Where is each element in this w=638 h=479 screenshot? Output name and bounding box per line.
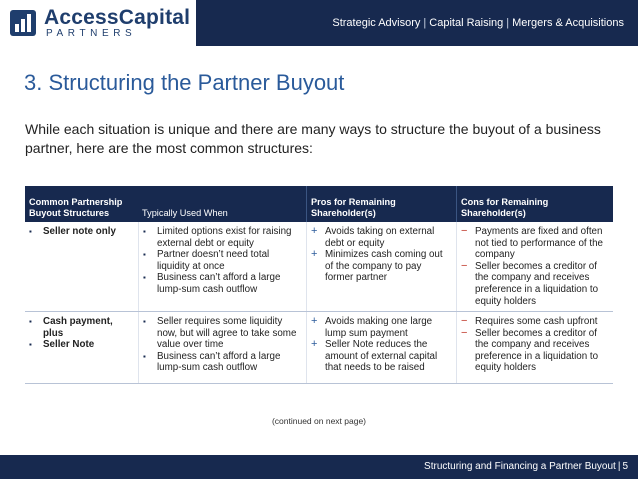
- header-bar: [196, 0, 638, 46]
- service-mergers-acquisitions: Mergers & Acquisitions: [512, 17, 624, 29]
- bullet-icon: ▪: [143, 273, 146, 283]
- header-structures: Common Partnership Buyout Structures: [29, 197, 123, 218]
- bullet-icon: ▪: [29, 340, 32, 350]
- header: [0, 0, 638, 46]
- footer-label: Structuring and Financing a Partner Buyout: [424, 461, 616, 472]
- intro-text: While each situation is unique and there are many ways to structure the buyout of a business partner, here are the most common structures:: [25, 121, 601, 156]
- list-item: + Minimizes cash coming out of the company to pay former partner: [311, 248, 443, 284]
- plus-icon: +: [311, 225, 318, 237]
- pros-cell: [306, 312, 456, 383]
- logo[interactable]: [0, 0, 196, 46]
- services-tagline: [332, 17, 624, 29]
- list-item: ▪ Partner doesn’t need total liquidity at once: [143, 249, 270, 272]
- header-used-when: Typically Used When: [142, 208, 228, 218]
- footer-text: [424, 461, 628, 472]
- header-cons: Cons for Remaining Shareholder(s): [456, 186, 613, 222]
- bullet-icon: ▪: [143, 227, 146, 236]
- bullet-icon: ▪: [143, 317, 146, 326]
- list-item: − Payments are fixed and often not tied to performance of the company: [461, 225, 603, 261]
- separator: |: [617, 461, 621, 472]
- minus-icon: −: [461, 326, 468, 339]
- minus-icon: −: [461, 259, 468, 272]
- list-item: ▪ Seller Note: [29, 339, 95, 351]
- plus-icon: +: [311, 315, 318, 327]
- list-item: ▪ Limited options exist for raising external debt or equity: [143, 226, 292, 249]
- used-when-cell: [138, 222, 306, 311]
- plus-icon: +: [311, 248, 318, 261]
- bullet-icon: ▪: [29, 227, 32, 236]
- service-capital-raising: Capital Raising: [429, 17, 504, 29]
- structure-cell: [25, 312, 138, 383]
- cons-cell: [456, 222, 613, 311]
- separator: |: [423, 17, 427, 29]
- bullet-icon: ▪: [29, 317, 32, 326]
- used-when-cell: [138, 312, 306, 383]
- separator: |: [506, 17, 510, 29]
- list-item: ▪ Business can’t afford a large lump-sum cash outflow: [143, 350, 281, 374]
- page-number: 5: [622, 461, 628, 472]
- minus-icon: −: [461, 225, 468, 237]
- table-row: [25, 312, 613, 384]
- service-strategic-advisory: Strategic Advisory: [332, 17, 421, 29]
- list-item: + Seller Note reduces the amount of external capital that needs to be raised: [311, 338, 438, 374]
- list-item: − Requires some cash upfront: [461, 315, 598, 327]
- list-item: − Seller becomes a creditor of the company and receives preference in a liquidation to equity holders: [461, 259, 599, 307]
- brand-name: AccessCapital: [44, 6, 191, 29]
- list-item: + Avoids making one large lump sum payment: [311, 315, 433, 339]
- list-item: ▪ Business can’t afford a large lump-sum cash outflow: [143, 272, 281, 295]
- continued-note: (continued on next page): [271, 416, 367, 426]
- plus-icon: +: [311, 338, 318, 351]
- list-item: ▪ Seller requires some liquidity now, but will agree to take some value over time: [143, 316, 297, 351]
- logo-mark-icon: [9, 9, 37, 37]
- list-item: − Seller becomes a creditor of the company and receives preference in a liquidation to equity holders: [461, 326, 599, 374]
- list-item: + Avoids taking on external debt or equity: [311, 225, 435, 249]
- cons-cell: [456, 312, 613, 383]
- header-pros: Pros for Remaining Shareholder(s): [306, 186, 456, 222]
- structure-cell: [25, 222, 138, 311]
- list-item: ▪ Cash payment, plus: [29, 316, 113, 339]
- bullet-icon: ▪: [143, 250, 146, 260]
- table-header: [25, 186, 613, 222]
- pros-cell: [306, 222, 456, 311]
- brand-subtitle: PARTNERS: [46, 28, 137, 39]
- slide-title: 3. Structuring the Partner Buyout: [24, 70, 345, 95]
- footer-bar: [0, 455, 638, 479]
- minus-icon: −: [461, 315, 468, 327]
- table-row: [25, 222, 613, 312]
- structures-table: [25, 186, 613, 384]
- bullet-icon: ▪: [143, 351, 146, 361]
- list-item: ▪ Seller note only: [29, 226, 116, 237]
